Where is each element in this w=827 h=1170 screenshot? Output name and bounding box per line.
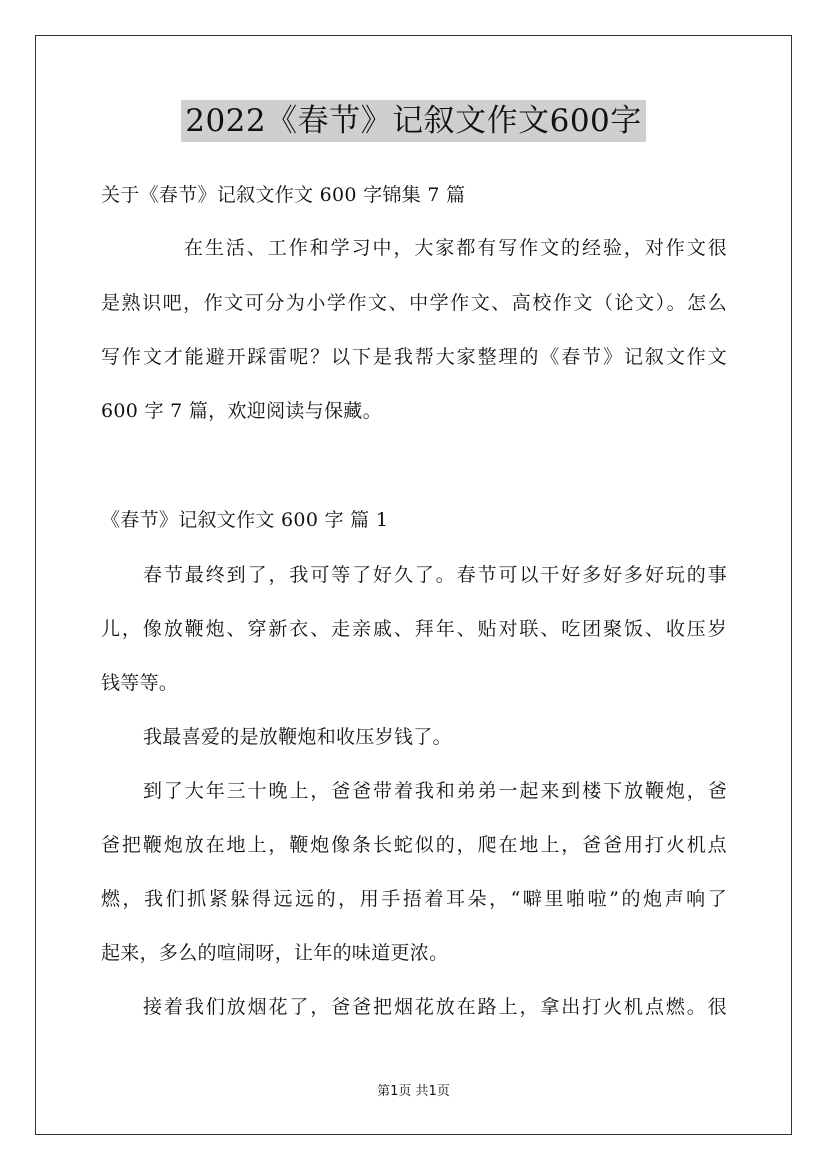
paragraph-line: 到了大年三十晚上，爸爸带着我和弟弟一起来到楼下放鞭炮，爸: [143, 780, 727, 802]
paragraph-line: 起来，多么的喧闹呀，让年的味道更浓。: [101, 942, 449, 964]
section-heading: 《春节》记叙文作文 600 字 篇 1: [101, 509, 389, 531]
document-title: 2022《春节》记叙文作文600字: [181, 100, 646, 142]
paragraph-line: 春节最终到了，我可等了好久了。春节可以干好多好多好玩的事: [143, 564, 727, 586]
page-footer: 第1页 共1页: [377, 1084, 450, 1099]
intro-line: 600 字 7 篇，欢迎阅读与保藏。: [101, 400, 382, 422]
title-container: [0, 100, 827, 142]
intro-line: 是熟识吧，作文可分为小学作文、中学作文、高校作文（论文）。怎么: [101, 292, 727, 314]
paragraph-line: 钱等等。: [101, 672, 179, 694]
document-subtitle: 关于《春节》记叙文作文 600 字锦集 7 篇: [101, 184, 466, 206]
paragraph-line: 接着我们放烟花了，爸爸把烟花放在路上，拿出打火机点燃。很: [143, 996, 727, 1018]
intro-line: 写作文才能避开踩雷呢？以下是我帮大家整理的《春节》记叙文作文: [101, 346, 727, 368]
paragraph-line: 爸把鞭炮放在地上，鞭炮像条长蛇似的，爬在地上，爸爸用打火机点: [101, 834, 727, 856]
paragraph-line: 燃，我们抓紧躲得远远的，用手捂着耳朵，“噼里啪啦”的炮声响了: [101, 888, 727, 910]
paragraph-line: 儿，像放鞭炮、穿新衣、走亲戚、拜年、贴对联、吃团聚饭、收压岁: [101, 618, 727, 640]
paragraph-line: 我最喜爱的是放鞭炮和收压岁钱了。: [143, 726, 452, 748]
intro-line: 在生活、工作和学习中，大家都有写作文的经验，对作文很: [184, 237, 727, 259]
